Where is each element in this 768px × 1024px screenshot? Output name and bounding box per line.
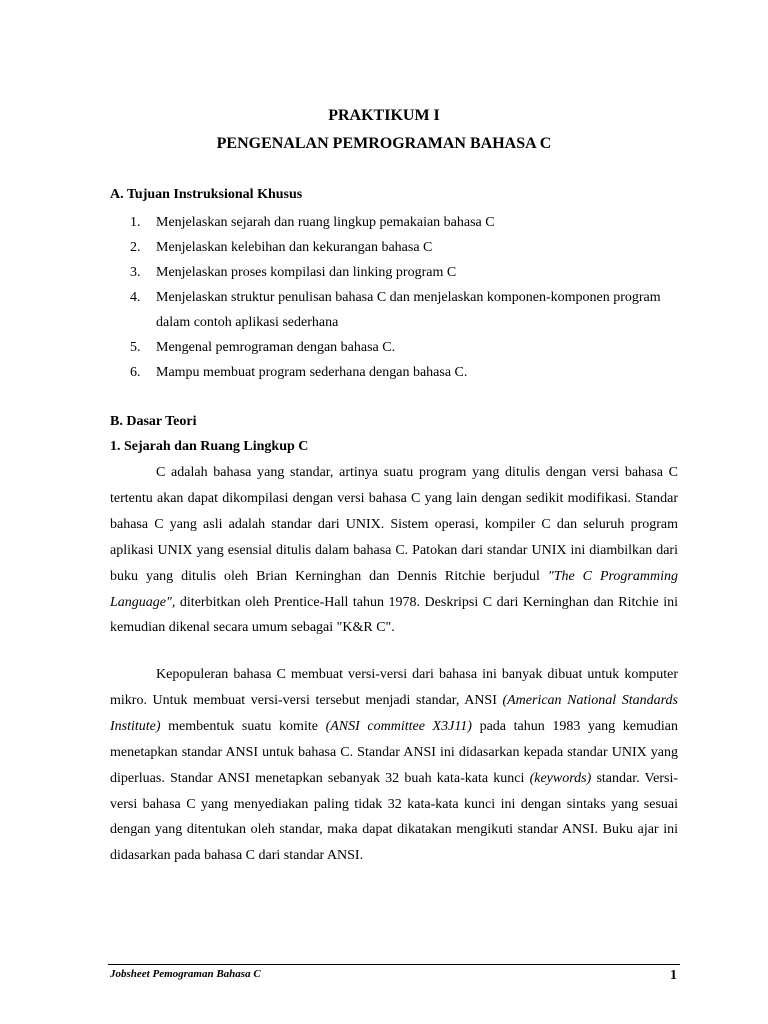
paragraph-text: Kepopuleran bahasa C membuat versi-versi dari bahasa ini banyak dibuat untuk komputer mikro. Untuk membuat versi-versi tersebut menjadi standar, ANSI [110, 667, 678, 708]
paragraph-ansi [110, 662, 678, 869]
list-item [110, 335, 680, 360]
document-subtitle: PENGENALAN PEMROGRAMAN BAHASA C [216, 135, 552, 152]
book-title-italic: "The C Programming Language", [110, 568, 678, 610]
committee-name-italic: (ANSI committee X3J11) [325, 718, 472, 734]
paragraph-text: C adalah bahasa yang standar, artinya suatu program yang ditulis dengan versi bahasa C tertentu akan dapat dikompilasi dengan versi bahasa C yang lain dengan sedikit modifikasi. Standar bahasa C yang asli adalah standar dari UNIX. Sistem operasi, kompiler C dan seluruh program aplikasi UNIX yang esensial ditulis dalam bahasa C. Patokan dari standar UNIX ini diambilkan dari buku yang ditulis oleh Brian Kerninghan dan Dennis Ritchie berjudul [110, 465, 678, 584]
list-item-text: Mengenal pemrograman dengan bahasa C. [156, 340, 396, 355]
list-item-number: 1. [130, 215, 141, 230]
page-number: 1 [670, 968, 677, 983]
footer-document-name: Jobsheet Pemograman Bahasa C [110, 968, 261, 980]
list-item [110, 260, 680, 285]
list-item-number: 5. [130, 340, 141, 355]
list-item-number: 3. [130, 265, 141, 280]
list-item-text: Menjelaskan struktur penulisan bahasa C dan menjelaskan komponen-komponen program dalam contoh aplikasi sederhana [156, 290, 661, 330]
paragraph-text: membentuk suatu komite [160, 718, 326, 734]
section-a-heading: A. Tujuan Instruksional Khusus [110, 187, 303, 202]
list-item-text: Menjelaskan sejarah dan ruang lingkup pemakaian bahasa C [156, 215, 495, 230]
paragraph-text: standar. Versi-versi bahasa C yang menyediakan paling tidak 32 kata-kata kunci ini dengan sintaks yang sesuai dengan yang ditentukan oleh standar, maka dapat dikatakan mengikuti standar ANSI. Buku ajar ini didasarkan pada bahasa C dari standar ANSI. [110, 770, 678, 864]
list-item-number: 6. [130, 365, 141, 380]
objectives-list [110, 210, 680, 385]
document-title: PRAKTIKUM I [328, 107, 440, 124]
section-b-heading: B. Dasar Teori [110, 414, 197, 429]
list-item-number: 2. [130, 240, 141, 255]
footer-divider [108, 964, 680, 965]
subsection-1-heading: 1. Sejarah dan Ruang Lingkup C [110, 439, 309, 454]
keywords-italic: (keywords) [529, 770, 592, 786]
paragraph-text: pada tahun 1983 yang kemudian menetapkan standar ANSI untuk bahasa C. Standar ANSI ini didasarkan kepada standar UNIX yang diperluas. Standar ANSI menetapkan sebanyak 32 buah kata-kata kunci [110, 718, 679, 786]
list-item-text: Menjelaskan kelebihan dan kekurangan bahasa C [156, 240, 433, 255]
list-item-number: 4. [130, 290, 141, 305]
list-item [110, 360, 680, 385]
paragraph-text: diterbitkan oleh Prentice-Hall tahun 1978. Deskripsi C dari Kerninghan dan Ritchie ini kemudian dikenal secara umum sebagai "K&R C". [110, 594, 678, 636]
ansi-name-italic: (American National Standards Institute) [110, 692, 678, 734]
list-item-text: Mampu membuat program sederhana dengan bahasa C. [156, 365, 468, 380]
list-item [110, 235, 680, 260]
list-item [110, 210, 680, 235]
list-item [110, 285, 680, 335]
paragraph-history [110, 460, 678, 641]
list-item-text: Menjelaskan proses kompilasi dan linking program C [156, 265, 457, 280]
